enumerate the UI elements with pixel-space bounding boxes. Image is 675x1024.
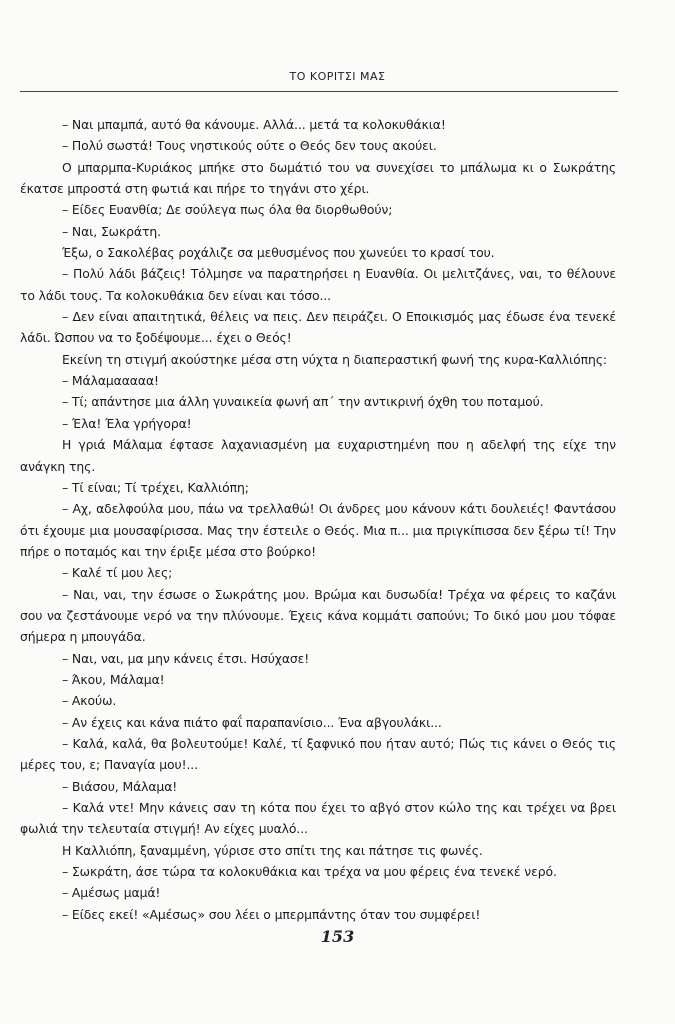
- paragraph: – Τί είναι; Τί τρέχει, Καλλιόπη;: [62, 479, 249, 495]
- paragraph: – Αμέσως μαμά!: [62, 885, 161, 901]
- paragraph: Ο μπαρμπα-Κυριάκος μπήκε στο δωμάτιό του να συνεχίσει το μπάλωμα κι ο Σωκράτης έκατσε μπροστά στη φωτιά και πήρε το τηγάνι στο χέρι.: [20, 159, 616, 197]
- paragraph: – Ναι, ναι, την έσωσε ο Σωκράτης μου. Βρώμα και δυσωδία! Τρέχα να φέρεις το καζάνι σου να ζεστάνουμε νερό να την πλύνουμε. Έχεις κάνα κομμάτι σαπούνι; Το δικό μου μου τόφαε σήμερα η μπουγάδα.: [20, 586, 616, 645]
- paragraph: – Αν έχεις και κάνα πιάτο φαΐ παραπανίσιο... Ένα αβγουλάκι...: [62, 714, 442, 730]
- paragraph: – Αχ, αδελφούλα μου, πάω να τρελλαθώ! Οι άνδρες μου κάνουν κάτι δουλειές! Φαντάσου ότι έχουμε μια μουσαφίρισσα. Μας την έστειλε ο Θεός. Μια π... μια πριγκίπισσα δεν ξέρω τί! Την πήρε ο ποταμός και την έριξε μέσα στο βούρκο!: [20, 501, 616, 559]
- paragraph: – Άκου, Μάλαμα!: [62, 671, 165, 687]
- paragraph: Έξω, ο Σακολέβας ροχάλιζε σα μεθυσμένος που χωνεύει το κρασί του.: [62, 245, 495, 261]
- body-text: [20, 114, 616, 925]
- paragraph: – Καλά, καλά, θα βολευτούμε! Καλέ, τί ξαφνικό που ήταν αυτό; Πώς τις κάνει ο Θεός τις μέρες του, ε; Παναγία μου!...: [20, 735, 616, 773]
- paragraph: – Πολύ σωστά! Τους νηστικούς ούτε ο Θεός δεν τους ακούει.: [62, 138, 437, 154]
- paragraph: Η Καλλιόπη, ξαναμμένη, γύρισε στο σπίτι της και πάτησε τις φωνές.: [62, 842, 483, 858]
- paragraph: – Έλα! Έλα γρήγορα!: [62, 415, 192, 431]
- running-title: ΤΟ ΚΟΡΙΤΣΙ ΜΑΣ: [289, 70, 386, 83]
- paragraph: – Σωκράτη, άσε τώρα τα κολοκυθάκια και τρέχα να μου φέρεις ένα τενεκέ νερό.: [62, 864, 557, 880]
- paragraph: – Είδες εκεί! «Αμέσως» σου λέει ο μπερμπάντης όταν του συμφέρει!: [62, 906, 481, 922]
- paragraph: Εκείνη τη στιγμή ακούστηκε μέσα στη νύχτα η διαπεραστική φωνή της κυρα-Καλλιόπης:: [62, 351, 607, 367]
- paragraph: – Τί; απάντησε μια άλλη γυναικεία φωνή απ΄ την αντικρινή όχθη του ποταμού.: [62, 394, 544, 410]
- paragraph: – Ναι μπαμπά, αυτό θα κάνουμε. Αλλά... μετά τα κολοκυθάκια!: [62, 117, 446, 132]
- paragraph: – Καλά ντε! Μην κάνεις σαν τη κότα που έχει το αβγό στον κώλο της και τρέχει να βρει φωλιά την τελευταία στιγμή! Αν είχες μυαλό...: [20, 800, 616, 837]
- paragraph: – Ναι, ναι, μα μην κάνεις έτσι. Ησύχασε!: [62, 650, 310, 666]
- page-number: 153: [320, 927, 355, 946]
- paragraph: – Καλέ τί μου λες;: [62, 565, 173, 581]
- header-rule: [20, 91, 618, 92]
- paragraph: – Μάλαμααααα!: [62, 373, 159, 389]
- paragraph: – Ναι, Σωκράτη.: [62, 223, 161, 239]
- paragraph: – Βιάσου, Μάλαμα!: [62, 778, 178, 794]
- paragraph: – Δεν είναι απαιτητικά, θέλεις να πεις. Δεν πειράζει. Ο Εποικισμός μας έδωσε ένα τενεκέ λάδι. Ώσπου να το ξοδέψουμε... έχει ο Θεός!: [20, 309, 616, 346]
- paragraph: – Ακούω.: [62, 693, 117, 709]
- paragraph: – Πολύ λάδι βάζεις! Τόλμησε να παρατηρήσει η Ευανθία. Οι μελιτζάνες, ναι, το θέλουνε το λάδι τους. Τα κολοκυθάκια δεν είναι και τόσο...: [20, 266, 616, 303]
- paragraph: – Είδες Ευανθία; Δε σούλεγα πως όλα θα διορθωθούν;: [62, 202, 393, 218]
- paragraph: Η γριά Μάλαμα έφτασε λαχανιασμένη μα ευχαριστημένη που η αδελφή της είχε την ανάγκη της.: [20, 437, 616, 474]
